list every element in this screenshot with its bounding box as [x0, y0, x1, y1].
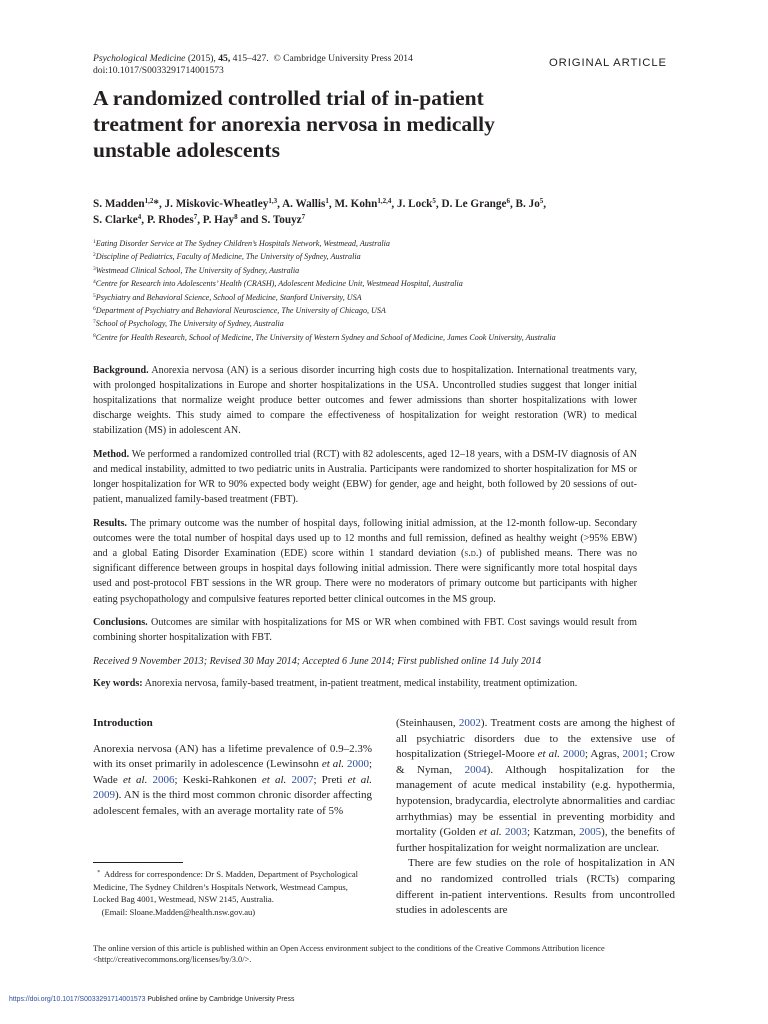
reference-link[interactable]: 2000 [562, 748, 585, 761]
correspondence-email[interactable]: (Email: Sloane.Madden@health.nsw.gov.au) [101, 906, 256, 917]
body-column-left [93, 716, 372, 820]
reference-link[interactable]: 2006 [152, 773, 175, 786]
section-heading-introduction: Introduction [93, 717, 153, 729]
reference-link[interactable]: 2005 [579, 826, 602, 839]
doi: doi:10.1017/S0033291714001573 [93, 65, 224, 76]
affiliation: $^3$Westmead Clinical School, The University of Sydney, Australia [93, 265, 300, 275]
author[interactable]: P. Rhodes$^7$, [146, 213, 203, 226]
author[interactable]: A. Wallis$^1$, [282, 197, 335, 210]
affiliation: $^1$Eating Disorder Service at The Sydney Children’s Hospitals Network, Westmead, Australia [93, 239, 390, 248]
reference-link[interactable]: 2001 [622, 748, 645, 761]
article-title: A randomized controlled trial of in-patient treatment for anorexia nervosa in medically unstable adolescents [93, 86, 495, 162]
author[interactable]: B. Jo$^5$, [515, 197, 547, 210]
journal-name: Psychological Medicine [93, 53, 186, 64]
affiliation: $^2$Discipline of Pediatrics, Faculty of Medicine, The University of Sydney, Australia [93, 252, 361, 262]
affiliation: $^8$Centre for Health Research, School of Medicine, The University of Western Sydney and School of Medicine, James Cook University, Australia [93, 332, 556, 342]
keywords-text: Anorexia nervosa, family-based treatment, in-patient treatment, medical instability, treatment optimization. [144, 678, 578, 689]
reference-link[interactable]: 2002 [458, 717, 481, 729]
affiliation: $^6$Department of Psychiatry and Behavioral Neuroscience, The University of Chicago, USA [93, 306, 386, 316]
keywords [93, 676, 577, 691]
reference-link[interactable]: 2009 [93, 789, 115, 802]
author[interactable]: J. Miskovic-Wheatley$^{1,3}$, [164, 197, 283, 210]
paragraph: Anorexia nervosa (AN) has a lifetime prevalence of 0.9–2.3% with its onset primarily in adolescence (Lewinsohn et al. 2000; Wade et al. 2006; Keski-Rahkonen et al. 2007; Preti et al. 2009). AN is the third most common chronic disorder affecting adolescent females, with an average mortality rate of 5% [93, 742, 373, 817]
author[interactable]: S. Clarke$^4$, [93, 213, 147, 226]
affiliation: $^4$Centre for Research into Adolescents’ Health (CRASH), Adolescent Medicine Unit, Westmead Hospital, Australia [93, 279, 463, 289]
affiliation: $^7$School of Psychology, The University of Sydney, Australia [93, 319, 284, 329]
footnote-text: Address for correspondence: Dr S. Madden, Department of Psychological Medicine, The Sydney Children’s Hospitals Network, Westmead Campus, Locked Bag 4001, Westmead, NSW 2145, Australia. [93, 869, 359, 904]
publication-dates: Received 9 November 2013; Revised 30 May 2014; Accepted 6 June 2014; First published online 14 July 2014 [93, 656, 542, 667]
abstract-conclusions: Conclusions. Outcomes are similar with hospitalizations for MS or WR when combined with FBT. Cost savings would result from combining shorter hospitalization with FBT. [93, 617, 637, 644]
affiliation-list [93, 237, 693, 344]
journal-volume: 45, [218, 53, 231, 64]
abstract-method: Method. We performed a randomized controlled trial (RCT) with 82 adolescents, aged 12–18 years, with a DSM-IV diagnosis of AN and medical instability, admitted to two pediatric units in Australia. Participants were randomized to shorter hospitalization for MS or longer hospitalization for WR to 90% expected body weight (EBW) for gender, age and height, both followed by 20 sessions of out-patient, manualized family-based treatment (FBT). [93, 449, 638, 506]
published-by: Published online by Cambridge University Press [147, 996, 295, 1003]
affiliation: $^5$Psychiatry and Behavioral Science, School of Medicine, Stanford University, USA [93, 292, 362, 302]
reference-link[interactable]: 2000 [346, 758, 369, 771]
open-access-license: The online version of this article is published within an Open Access environment subject to the conditions of the Creative Commons Attribution licence <http://creativecommons.org/licenses/by/3.0/>. [93, 944, 605, 965]
body-column-right [396, 716, 675, 919]
keywords-label: Key words: [93, 678, 143, 689]
article-type-label: ORIGINAL ARTICLE [549, 57, 667, 69]
abstract [93, 363, 637, 654]
correspondence-footnote [93, 868, 372, 918]
reference-link[interactable]: 2004 [464, 763, 487, 776]
reference-link[interactable]: 2007 [291, 773, 314, 786]
reference-link[interactable]: 2003 [504, 826, 527, 839]
footnote-divider [93, 862, 183, 863]
bottom-strip [9, 996, 294, 1003]
paragraph: (Steinhausen, 2002). Treatment costs are among the highest of all psychiatric disorders due to the extensive use of hospitalization (Striegel-Moore et al. 2000; Agras, 2001; Crow & Nyman, 2004). Although hospitalization for the management of acute medical instability (e.g. hypothermia, hypotension, bradycardia, electrolyte abnormalities and cardiac arrhythmias) may be essential in preventing morbidity and mortality (Golden et al. 2003; Katzman, 2005), the benefits of further hospitalization for weight normalization are unclear. [396, 717, 676, 854]
author[interactable]: P. Hay$^8$ and [202, 213, 262, 226]
author[interactable]: D. Le Grange$^6$, [441, 197, 516, 210]
journal-citation [93, 53, 413, 65]
author[interactable]: S. Touyz$^7$ [261, 213, 306, 226]
author[interactable]: S. Madden$^{1,2}$*, [93, 197, 165, 210]
journal-pages: 415–427. [232, 53, 269, 64]
copyright: © Cambridge University Press 2014 [273, 53, 413, 64]
author[interactable]: J. Lock$^5$, [396, 197, 442, 210]
doi-link[interactable]: https://doi.org/10.1017/S0033291714001573 [9, 996, 146, 1003]
abstract-results: Results. The primary outcome was the number of hospital days, following initial admission, at the 12-month follow-up. Secondary outcomes were the total number of hospital days used up to 12 months and full remission, defined as healthy weight (>95% EBW) and a global Eating Disorder Examination (EDE) score within 1 standard deviation (s.d.) of published means. There was no significant difference between groups in hospital days following initial admission. There were significantly more total hospital days used and post-protocol FBT sessions in the WR group. There were no moderators of primary outcome but participants with higher eating psychopathology and compulsive features reported better clinical outcomes in the MS group. [93, 518, 637, 605]
footnote-mark: * [97, 870, 101, 876]
journal-year: (2015), [187, 53, 216, 64]
author[interactable]: M. Kohn$^{1,2,4}$, [334, 197, 397, 210]
author-list [93, 196, 653, 228]
abstract-background: Background. Anorexia nervosa (AN) is a serious disorder incurring high costs due to hospitalization. International treatments vary, with prolonged hospitalizations in Europe and shorter hospitalizations in the USA. Uncontrolled studies suggest that longer initial hospitalizations that normalize weight produce better outcomes and fewer admissions than shorter hospitalizations with lower discharge weights. This study aimed to compare the effectiveness of hospitalization for weight restoration (WR) to medical stabilization (MS) in adolescent AN. [93, 365, 637, 437]
paragraph: There are few studies on the role of hospitalization in AN and no randomized controlled trials (RCTs) comparing different in-patient interventions. Results from uncontrolled studies in adolescents are [396, 857, 675, 917]
